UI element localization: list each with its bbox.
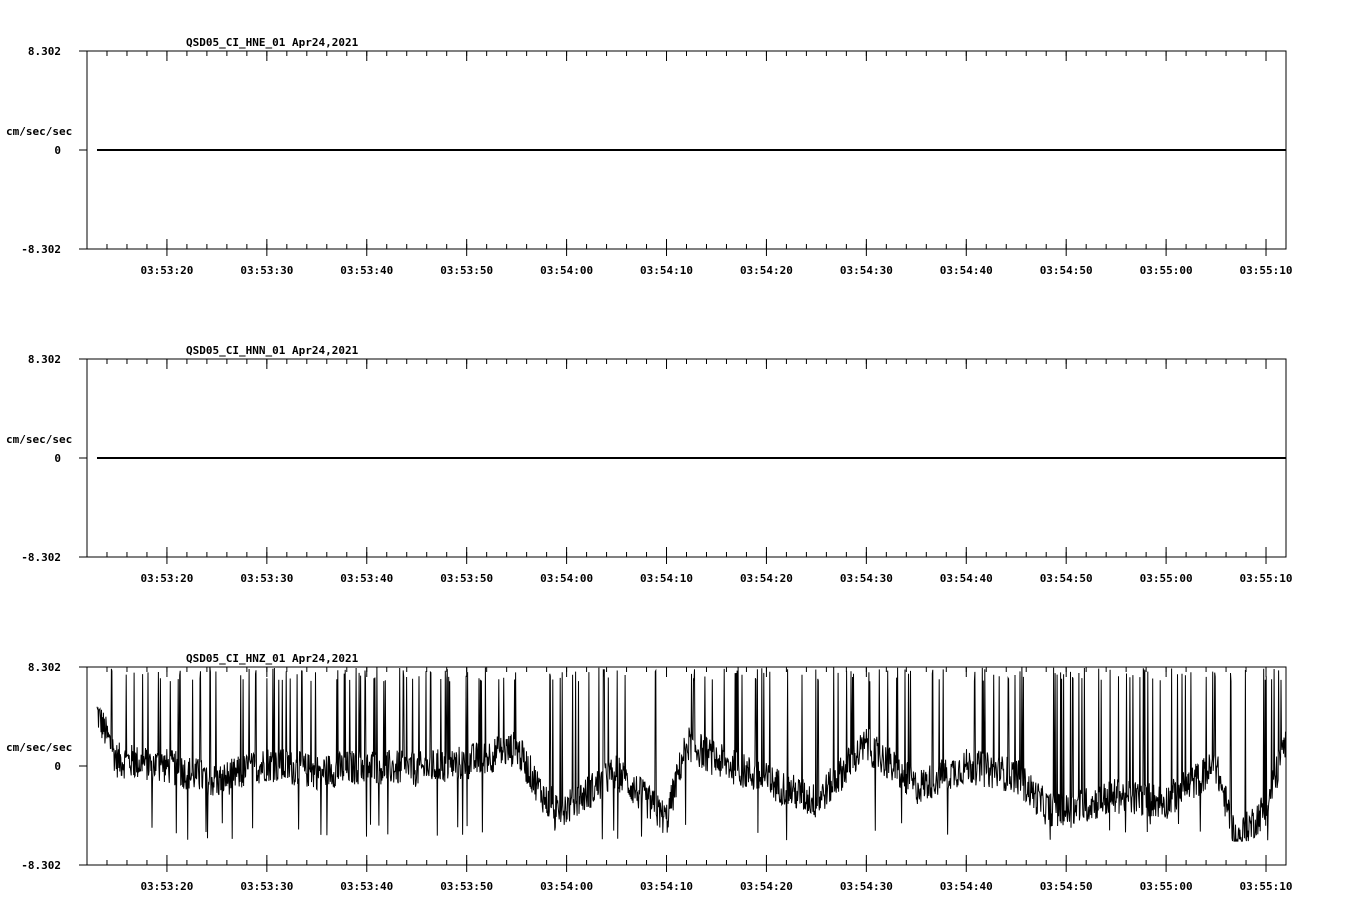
waveform-trace	[97, 667, 1286, 841]
x-tick-label: 03:54:10	[640, 572, 694, 585]
x-tick-label: 03:54:30	[839, 572, 893, 585]
plot-panel-1	[6, 36, 1293, 277]
y-axis-label: cm/sec/sec	[6, 125, 73, 138]
y-tick-label: -8.302	[21, 859, 61, 872]
x-tick-label: 03:54:50	[1039, 880, 1093, 893]
x-tick-label: 03:53:30	[240, 880, 294, 893]
y-tick-label: -8.302	[21, 551, 61, 564]
y-tick-label: 0	[54, 760, 61, 773]
x-tick-label: 03:54:20	[739, 880, 793, 893]
x-tick-label: 03:53:40	[340, 880, 394, 893]
x-tick-label: 03:55:00	[1139, 264, 1193, 277]
y-tick-label: 8.302	[27, 661, 61, 674]
x-tick-label: 03:55:10	[1239, 880, 1293, 893]
x-tick-label: 03:54:50	[1039, 572, 1093, 585]
x-tick-label: 03:54:10	[640, 264, 694, 277]
x-tick-label: 03:54:10	[640, 880, 694, 893]
y-tick-label: 0	[54, 144, 61, 157]
x-tick-label: 03:54:00	[540, 572, 594, 585]
plot-title: QSD05_CI_HNN_01 Apr24,2021	[186, 344, 359, 357]
plot-panel-3	[6, 652, 1293, 893]
x-tick-label: 03:55:10	[1239, 264, 1293, 277]
x-tick-label: 03:53:20	[140, 264, 194, 277]
x-tick-label: 03:54:30	[839, 264, 893, 277]
x-tick-label: 03:54:40	[939, 264, 993, 277]
x-tick-label: 03:53:30	[240, 264, 294, 277]
y-tick-label: -8.302	[21, 243, 61, 256]
x-tick-label: 03:53:50	[440, 880, 494, 893]
x-tick-label: 03:54:50	[1039, 264, 1093, 277]
x-tick-label: 03:55:00	[1139, 572, 1193, 585]
x-tick-label: 03:54:00	[540, 264, 594, 277]
x-tick-label: 03:53:50	[440, 572, 494, 585]
x-tick-label: 03:54:20	[739, 264, 793, 277]
y-axis-label: cm/sec/sec	[6, 741, 73, 754]
y-tick-label: 8.302	[27, 353, 61, 366]
x-tick-label: 03:53:20	[140, 880, 194, 893]
x-tick-label: 03:54:20	[739, 572, 793, 585]
x-tick-label: 03:54:00	[540, 880, 594, 893]
plot-title: QSD05_CI_HNE_01 Apr24,2021	[186, 36, 359, 49]
x-tick-label: 03:54:40	[939, 880, 993, 893]
x-tick-label: 03:55:10	[1239, 572, 1293, 585]
x-tick-label: 03:54:40	[939, 572, 993, 585]
y-tick-label: 8.302	[27, 45, 61, 58]
x-tick-label: 03:55:00	[1139, 880, 1193, 893]
x-tick-label: 03:53:40	[340, 264, 394, 277]
x-tick-label: 03:53:30	[240, 572, 294, 585]
x-tick-label: 03:53:20	[140, 572, 194, 585]
x-tick-label: 03:54:30	[839, 880, 893, 893]
plot-title: QSD05_CI_HNZ_01 Apr24,2021	[186, 652, 359, 665]
plot-panel-2	[6, 344, 1293, 585]
y-tick-label: 0	[54, 452, 61, 465]
y-axis-label: cm/sec/sec	[6, 433, 73, 446]
x-tick-label: 03:53:50	[440, 264, 494, 277]
x-tick-label: 03:53:40	[340, 572, 394, 585]
